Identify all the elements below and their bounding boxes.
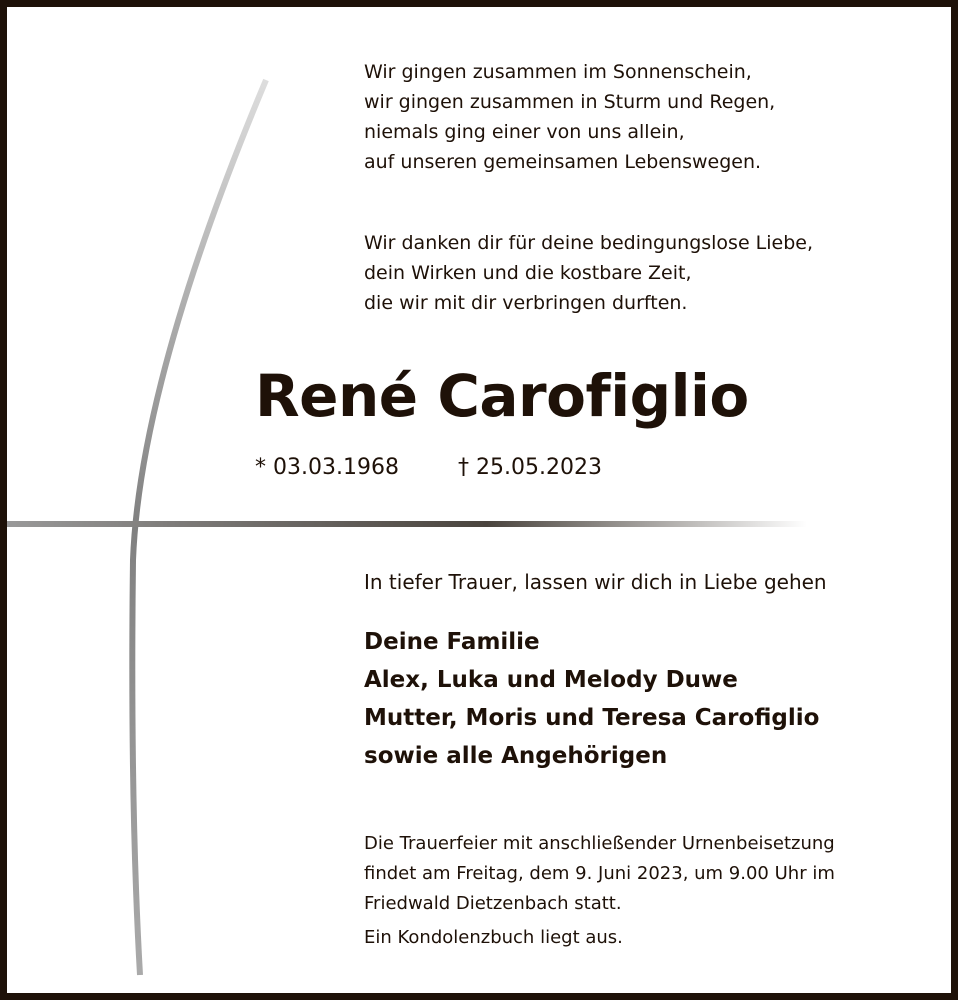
mourning-text: In tiefer Trauer, lassen wir dich in Liebe gehen: [364, 570, 827, 594]
poem-line: auf unseren gemeinsamen Lebenswegen.: [364, 151, 762, 173]
poem-line: Wir danken dir für deine bedingungslose Liebe,: [364, 232, 814, 254]
poem-line: wir gingen zusammen in Sturm und Regen,: [364, 91, 776, 113]
family-line: Alex, Luka und Melody Duwe: [364, 667, 738, 693]
info-line: Die Trauerfeier mit anschließender Urnenbeisetzung: [364, 833, 835, 854]
birth-date: * 03.03.1968: [255, 455, 399, 480]
vertical-curve: [132, 80, 266, 975]
poem-line: dein Wirken und die kostbare Zeit,: [364, 262, 692, 284]
condolence-note: Ein Kondolenzbuch liegt aus.: [364, 927, 623, 948]
poem-stanza-2: [364, 228, 813, 318]
info-line: Friedwald Dietzenbach statt.: [364, 893, 622, 914]
family-line: sowie alle Angehörigen: [364, 743, 668, 769]
info-line: findet am Freitag, dem 9. Juni 2023, um 9.00 Uhr im: [364, 863, 835, 884]
family-list: [364, 623, 819, 775]
family-line: Mutter, Moris und Teresa Carofiglio: [364, 705, 820, 731]
poem-line: niemals ging einer von uns allein,: [364, 121, 685, 143]
horizontal-bar: [7, 521, 807, 527]
poem-line: die wir mit dir verbringen durften.: [364, 292, 688, 314]
poem-line: Wir gingen zusammen im Sonnenschein,: [364, 61, 752, 83]
family-line: Deine Familie: [364, 629, 540, 655]
poem-stanza-1: [364, 57, 775, 177]
deceased-name: René Carofiglio: [255, 362, 749, 430]
death-date: † 25.05.2023: [458, 455, 602, 480]
ceremony-info: [364, 829, 835, 919]
